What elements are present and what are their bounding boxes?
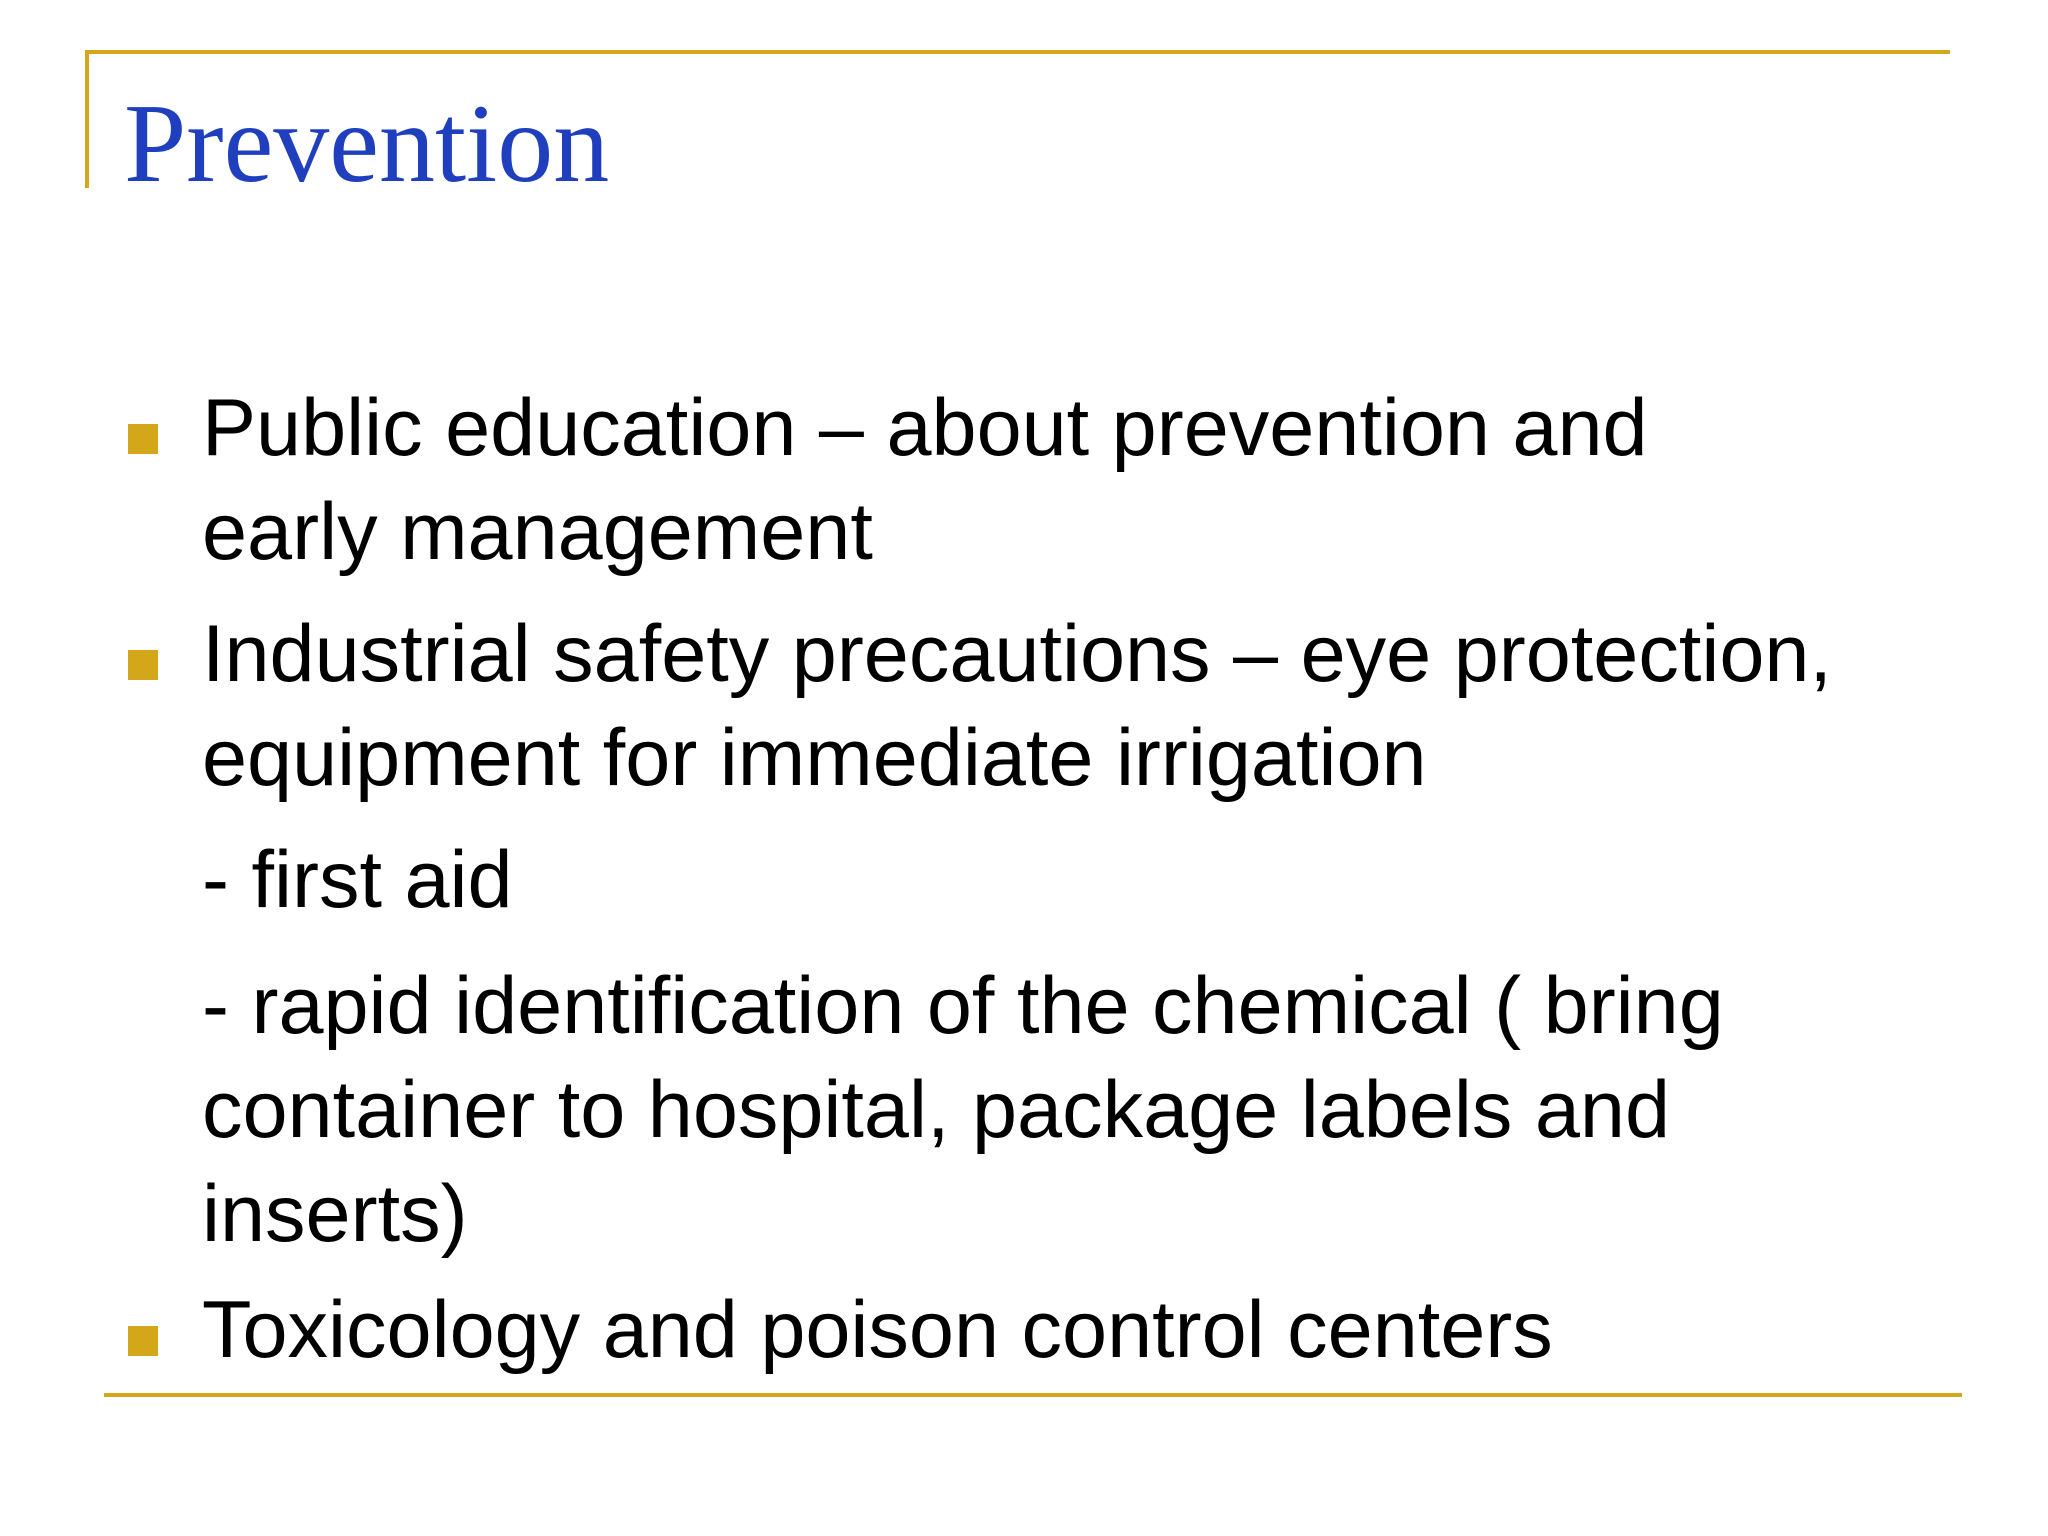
sub-item — [202, 954, 1952, 1266]
bullet-item — [202, 376, 1952, 584]
bullet-line: Public education – about prevention and — [202, 383, 1648, 473]
bullet-line: - first aid — [202, 835, 513, 925]
square-bullet-icon — [128, 424, 158, 454]
square-bullet-icon — [128, 650, 158, 680]
bullet-line: Toxicology and poison control centers — [202, 1285, 1553, 1375]
bullet-line: Industrial safety precautions – eye protection, — [202, 609, 1832, 699]
bullet-line: early management — [202, 487, 873, 577]
bottom-divider — [104, 1393, 1962, 1397]
square-bullet-icon — [128, 1326, 158, 1356]
bullet-item — [202, 602, 1952, 810]
left-divider — [85, 50, 89, 188]
bullet-line: equipment for immediate irrigation — [202, 713, 1427, 803]
top-divider — [85, 50, 1950, 54]
bullet-line: - rapid identification of the chemical ( bring — [202, 961, 1724, 1051]
sub-item — [202, 828, 1952, 932]
slide-title: Prevention — [124, 82, 610, 206]
bullet-item — [202, 1278, 1952, 1382]
bullet-line: inserts) — [202, 1169, 468, 1259]
bullet-line: container to hospital, package labels and — [202, 1065, 1671, 1155]
